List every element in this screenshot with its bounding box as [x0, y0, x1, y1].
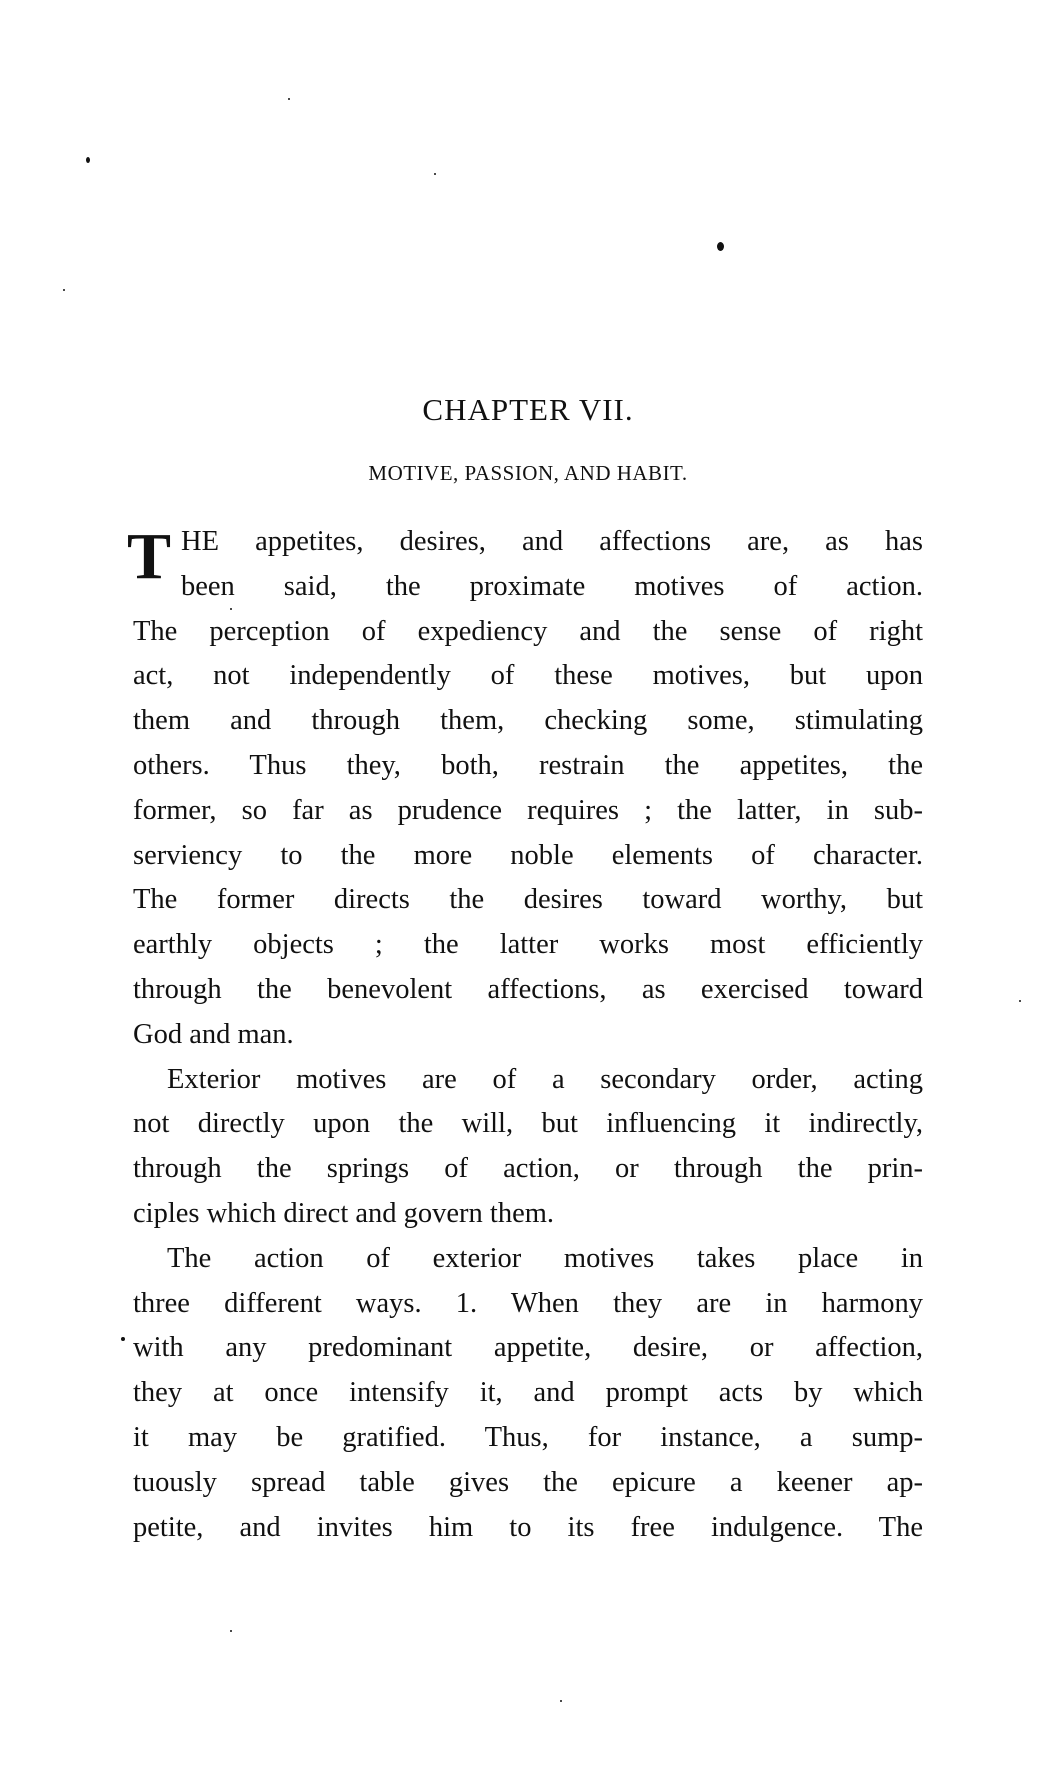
text-line: serviency to the more noble elements of character. — [133, 839, 923, 871]
chapter-title: CHAPTER VII. — [422, 392, 634, 427]
text-line: three different ways. 1. When they are in harmony — [133, 1287, 923, 1319]
scan-speck — [1019, 1000, 1021, 1002]
text-line: God and man. — [133, 1018, 294, 1050]
scan-speck — [63, 289, 65, 291]
text-line: tuously spread table gives the epicure a keener ap- — [133, 1466, 923, 1498]
scan-speck — [230, 1630, 232, 1632]
scan-speck — [121, 1337, 125, 1341]
text-line: with any predominant appetite, desire, or affection, — [133, 1332, 923, 1364]
text-line: it may be gratified. Thus, for instance, a sump- — [133, 1421, 923, 1453]
text-line: not directly upon the will, but influencing it indirectly, — [133, 1108, 923, 1140]
scan-speck — [560, 1700, 562, 1702]
text-line: been said, the proximate motives of action. — [181, 570, 923, 602]
text-line: The perception of expediency and the sense of right — [133, 615, 923, 647]
body-text — [127, 520, 923, 1550]
text-line: HE appetites, desires, and affections are, as has — [181, 526, 923, 557]
scan-speck — [230, 608, 232, 610]
text-line: they at once intensify it, and prompt acts by which — [133, 1377, 923, 1409]
text-line: act, not independently of these motives, but upon — [133, 660, 923, 692]
scan-speck — [288, 98, 290, 100]
text-line: The former directs the desires toward worthy, but — [133, 884, 923, 916]
paragraph-2 — [133, 1058, 923, 1237]
text-line: them and through them, checking some, stimulating — [133, 705, 923, 737]
text-line: through the benevolent affections, as exercised toward — [133, 973, 923, 1005]
scan-speck — [434, 173, 436, 175]
text-line: others. Thus they, both, restrain the appetites, the — [133, 749, 923, 781]
text-line: petite, and invites him to its free indulgence. The — [133, 1511, 923, 1543]
text-line: through the springs of action, or through the prin- — [133, 1153, 923, 1185]
scan-speck — [717, 242, 724, 251]
text-line: ciples which direct and govern them. — [133, 1197, 555, 1229]
paragraph-3 — [133, 1237, 923, 1551]
text-line: former, so far as prudence requires ; the latter, in sub- — [133, 794, 923, 826]
text-line: earthly objects ; the latter works most efficiently — [133, 929, 923, 961]
text-line: Exterior motives are of a secondary order, acting — [167, 1063, 923, 1095]
paragraph-1 — [127, 520, 923, 1058]
chapter-subtitle: MOTIVE, PASSION, AND HABIT. — [368, 461, 688, 485]
text-line: The action of exterior motives takes place in — [167, 1242, 923, 1274]
scan-speck — [86, 157, 90, 163]
drop-cap: T — [127, 520, 172, 593]
